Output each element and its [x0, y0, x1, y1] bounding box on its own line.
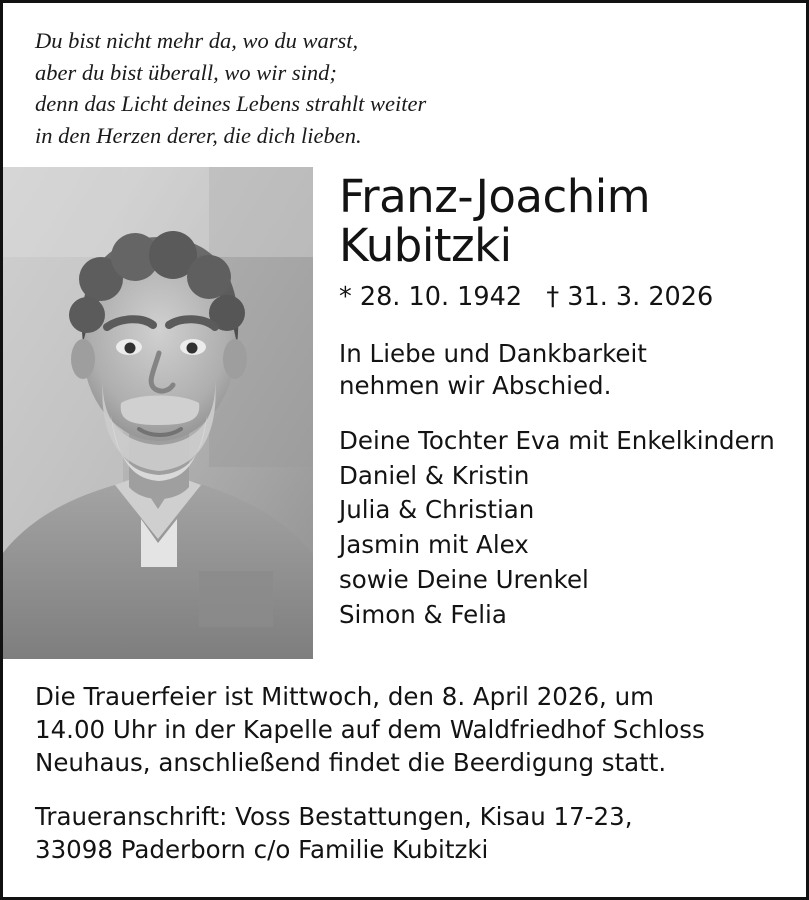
portrait-photo: [3, 167, 313, 659]
verse-line: denn das Licht deines Lebens strahlt weiter: [35, 91, 427, 116]
deceased-details: [339, 167, 780, 633]
deceased-last-name: Kubitzki: [339, 218, 512, 272]
service-information: [35, 681, 780, 867]
memorial-verse: [35, 25, 780, 151]
verse-line: in den Herzen derer, die dich lieben.: [35, 122, 362, 148]
deceased-name: [339, 170, 780, 272]
family-line: sowie Deine Urenkel: [339, 565, 589, 594]
address-line: Traueranschrift: Voss Bestattungen, Kisau 17-23,: [35, 802, 633, 832]
life-dates: * 28. 10. 1942 † 31. 3. 2026: [339, 282, 714, 313]
condolence-address: [35, 801, 780, 867]
funeral-ceremony-details: [35, 681, 780, 779]
farewell-line: In Liebe und Dankbarkeit: [339, 339, 647, 369]
family-line: Julia & Christian: [339, 495, 535, 525]
family-line: Jasmin mit Alex: [339, 530, 529, 560]
portrait-and-details: [35, 167, 780, 659]
verse-line: aber du bist überall, wo wir sind;: [35, 59, 337, 85]
address-line: 33098 Paderborn c/o Familie Kubitzki: [35, 835, 489, 865]
family-members: [339, 424, 780, 633]
obituary-content: [3, 3, 806, 897]
ceremony-line: Neuhaus, anschließend findet die Beerdigung statt.: [35, 747, 667, 777]
farewell-message: [339, 338, 780, 402]
deceased-first-name: Franz-Joachim: [339, 170, 651, 223]
family-line: Daniel & Kristin: [339, 460, 530, 490]
verse-line: Du bist nicht mehr da, wo du warst,: [35, 28, 359, 53]
farewell-line: nehmen wir Abschied.: [339, 371, 612, 401]
ceremony-line: Die Trauerfeier ist Mittwoch, den 8. April 2026, um: [35, 682, 655, 711]
ceremony-line: 14.00 Uhr in der Kapelle auf dem Waldfriedhof Schloss: [35, 714, 705, 744]
portrait-photo-container: [3, 167, 313, 659]
family-line: Simon & Felia: [339, 599, 507, 629]
family-line: Deine Tochter Eva mit Enkelkindern: [339, 425, 775, 455]
